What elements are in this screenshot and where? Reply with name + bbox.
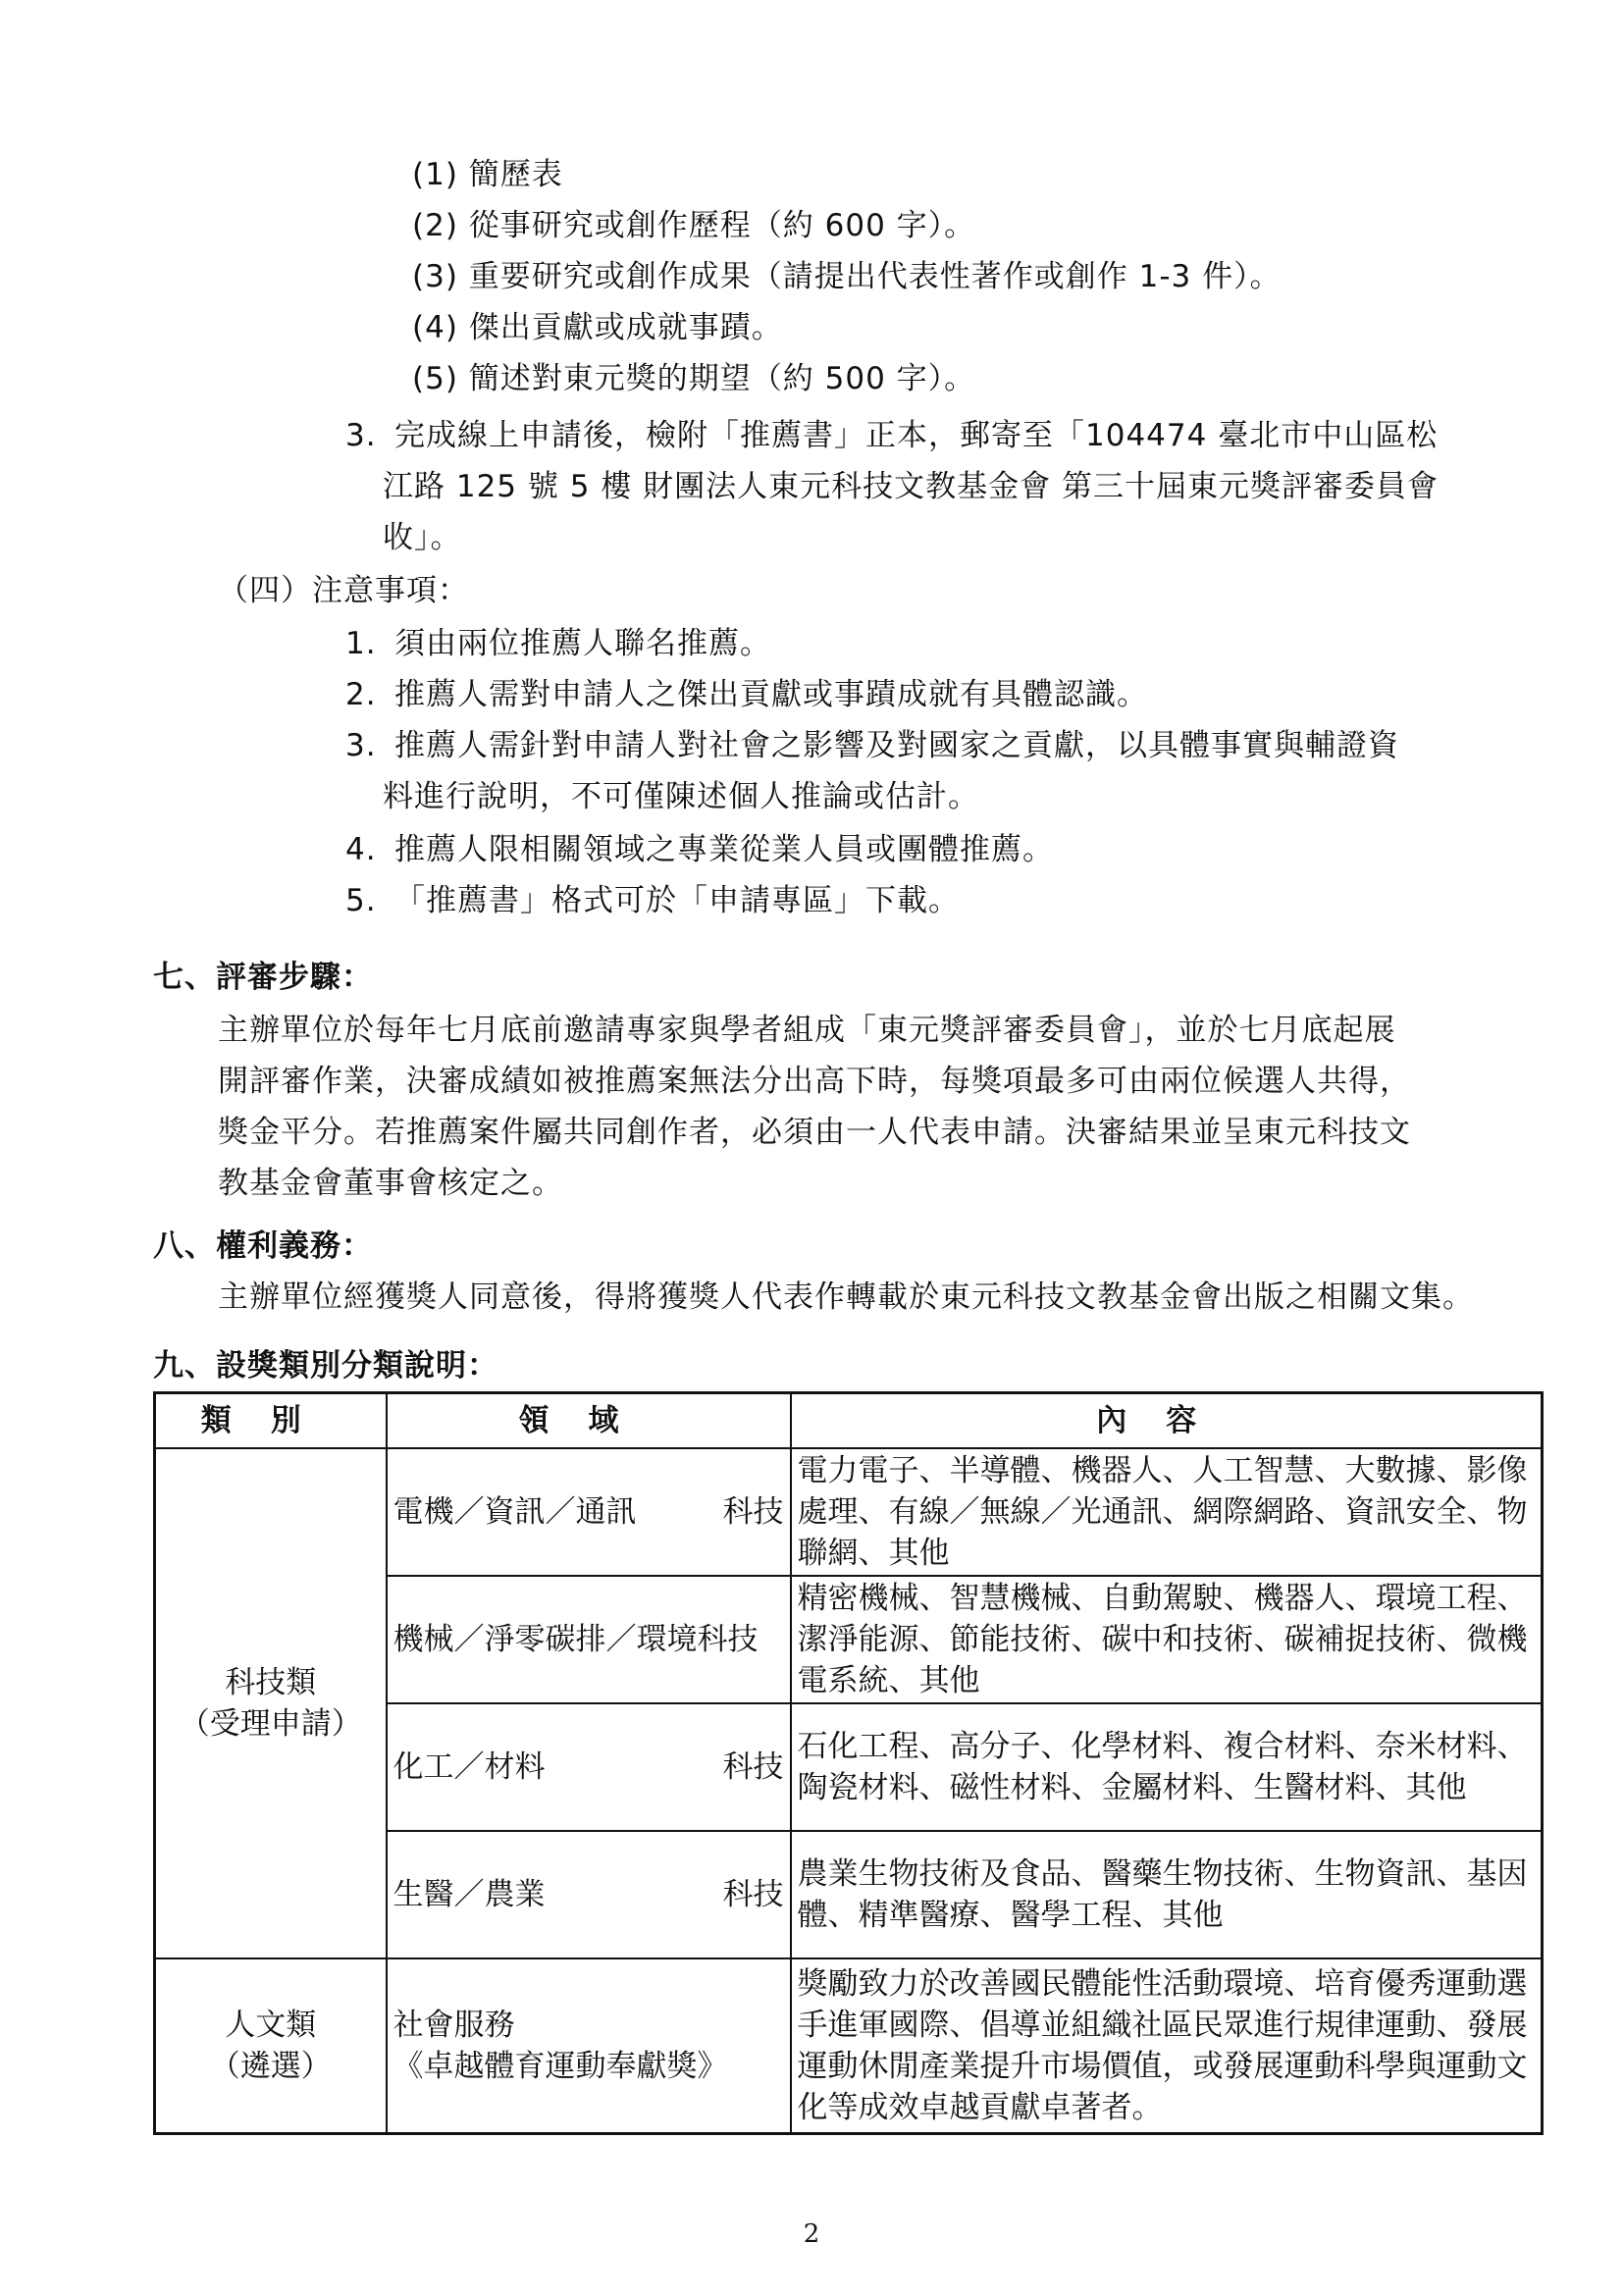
- list-number: 1.: [345, 626, 377, 661]
- field-cell: [387, 1448, 791, 1576]
- material-item: (5) 簡述對東元獎的期望（約 500 字）。: [412, 361, 976, 396]
- section-heading: 九、設獎類別分類說明：: [153, 1348, 498, 1383]
- field-name: 化工／材料: [393, 1749, 546, 1785]
- award-name: 《卓越體育運動奉獻獎》: [393, 2049, 728, 2084]
- category-cell: [155, 1448, 387, 1958]
- award-category-table: [153, 1391, 1544, 2135]
- material-item: (1) 簡歷表: [412, 157, 563, 192]
- column-header: 內容: [791, 1393, 1543, 1449]
- content-cell: 電力電子、半導體、機器人、人工智慧、大數據、影像處理、有線／無線／光通訊、網際網路、資訊安全、物聯網、其他: [791, 1448, 1543, 1576]
- category-name: 人文類: [225, 2008, 317, 2043]
- note-item: 料進行說明，不可僅陳述個人推論或估計。: [383, 779, 979, 814]
- category-note: （遴選）: [209, 2049, 332, 2084]
- column-header: 類別: [155, 1393, 387, 1449]
- paragraph-line: 獎金平分。若推薦案件屬共同創作者，必須由一人代表申請。決審結果並呈東元科技文: [218, 1115, 1411, 1150]
- list-number: 5.: [345, 883, 377, 918]
- section-heading: 八、權利義務：: [153, 1228, 373, 1264]
- section-heading: 七、評審步驟：: [153, 960, 373, 995]
- content-cell: 石化工程、高分子、化學材料、複合材料、奈米材料、陶瓷材料、磁性材料、金屬材料、生醫材料、其他: [791, 1703, 1543, 1831]
- note-item: 推薦人需針對申請人對社會之影響及對國家之貢獻，以具體事實與輔證資: [394, 728, 1399, 763]
- content-cell: 獎勵致力於改善國民體能性活動環境、培育優秀運動選手進軍國際、倡導並組織社區民眾進行規律運動、發展運動休閒產業提升市場價值，或發展運動科學與運動文化等成效卓越貢獻卓著者。: [791, 1958, 1543, 2134]
- category-note: （受理申請）: [179, 1706, 362, 1742]
- category-name: 科技類: [225, 1665, 317, 1700]
- table-row: [155, 1958, 1543, 2134]
- step3-line: 完成線上申請後，檢附「推薦書」正本，郵寄至「104474 臺北市中山區松: [394, 418, 1439, 453]
- list-number: 3.: [345, 728, 377, 763]
- page-number: 2: [803, 2219, 820, 2249]
- table-header-row: [155, 1393, 1543, 1449]
- note-item: 推薦人需對申請人之傑出貢獻或事蹟成就有具體認識。: [394, 677, 1148, 712]
- list-number: 2.: [345, 677, 377, 712]
- material-item: (2) 從事研究或創作歷程（約 600 字）。: [412, 208, 976, 243]
- list-number: 4.: [345, 832, 377, 867]
- column-header: 領域: [387, 1393, 791, 1449]
- content-cell: 農業生物技術及食品、醫藥生物技術、生物資訊、基因體、精準醫療、醫學工程、其他: [791, 1831, 1543, 1958]
- field-suffix: 科技: [722, 1877, 784, 1912]
- paragraph-line: 開評審作業，決審成績如被推薦案無法分出高下時，每獎項最多可由兩位候選人共得，: [218, 1064, 1411, 1099]
- notes-heading: （四）注意事項：: [218, 573, 469, 608]
- step3-line: 江路 125 號 5 樓 財團法人東元科技文教基金會 第三十屆東元獎評審委員會: [383, 469, 1440, 504]
- paragraph-line: 主辦單位於每年七月底前邀請專家與學者組成「東元獎評審委員會」，並於七月底起展: [218, 1013, 1396, 1048]
- category-cell: [155, 1958, 387, 2134]
- note-item: 「推薦書」格式可於「申請專區」下載。: [394, 883, 960, 918]
- field-name: 電機／資訊／通訊: [393, 1494, 637, 1530]
- field-name: 機械／淨零碳排／環境科技: [393, 1622, 759, 1657]
- paragraph-line: 教基金會董事會核定之。: [218, 1166, 563, 1201]
- field-cell: [387, 1576, 791, 1703]
- table-row: [155, 1448, 1543, 1576]
- note-item: 推薦人限相關領域之專業從業人員或團體推薦。: [394, 832, 1054, 867]
- field-cell: [387, 1703, 791, 1831]
- material-item: (3) 重要研究或創作成果（請提出代表性著作或創作 1-3 件）。: [412, 259, 1282, 294]
- content-cell: 精密機械、智慧機械、自動駕駛、機器人、環境工程、潔淨能源、節能技術、碳中和技術、碳補捉技術、微機電系統、其他: [791, 1576, 1543, 1703]
- field-suffix: 科技: [722, 1749, 784, 1785]
- field-cell: [387, 1831, 791, 1958]
- paragraph-line: 主辦單位經獲獎人同意後，得將獲獎人代表作轉載於東元科技文教基金會出版之相關文集。: [218, 1279, 1474, 1315]
- field-name: 社會服務: [393, 2008, 515, 2043]
- material-item: (4) 傑出貢獻或成就事蹟。: [412, 310, 783, 345]
- list-number: 3.: [345, 418, 377, 453]
- step3-line: 收」。: [383, 520, 462, 555]
- field-suffix: 科技: [722, 1494, 784, 1530]
- field-name: 生醫／農業: [393, 1877, 546, 1912]
- note-item: 須由兩位推薦人聯名推薦。: [394, 626, 771, 661]
- field-cell: [387, 1958, 791, 2134]
